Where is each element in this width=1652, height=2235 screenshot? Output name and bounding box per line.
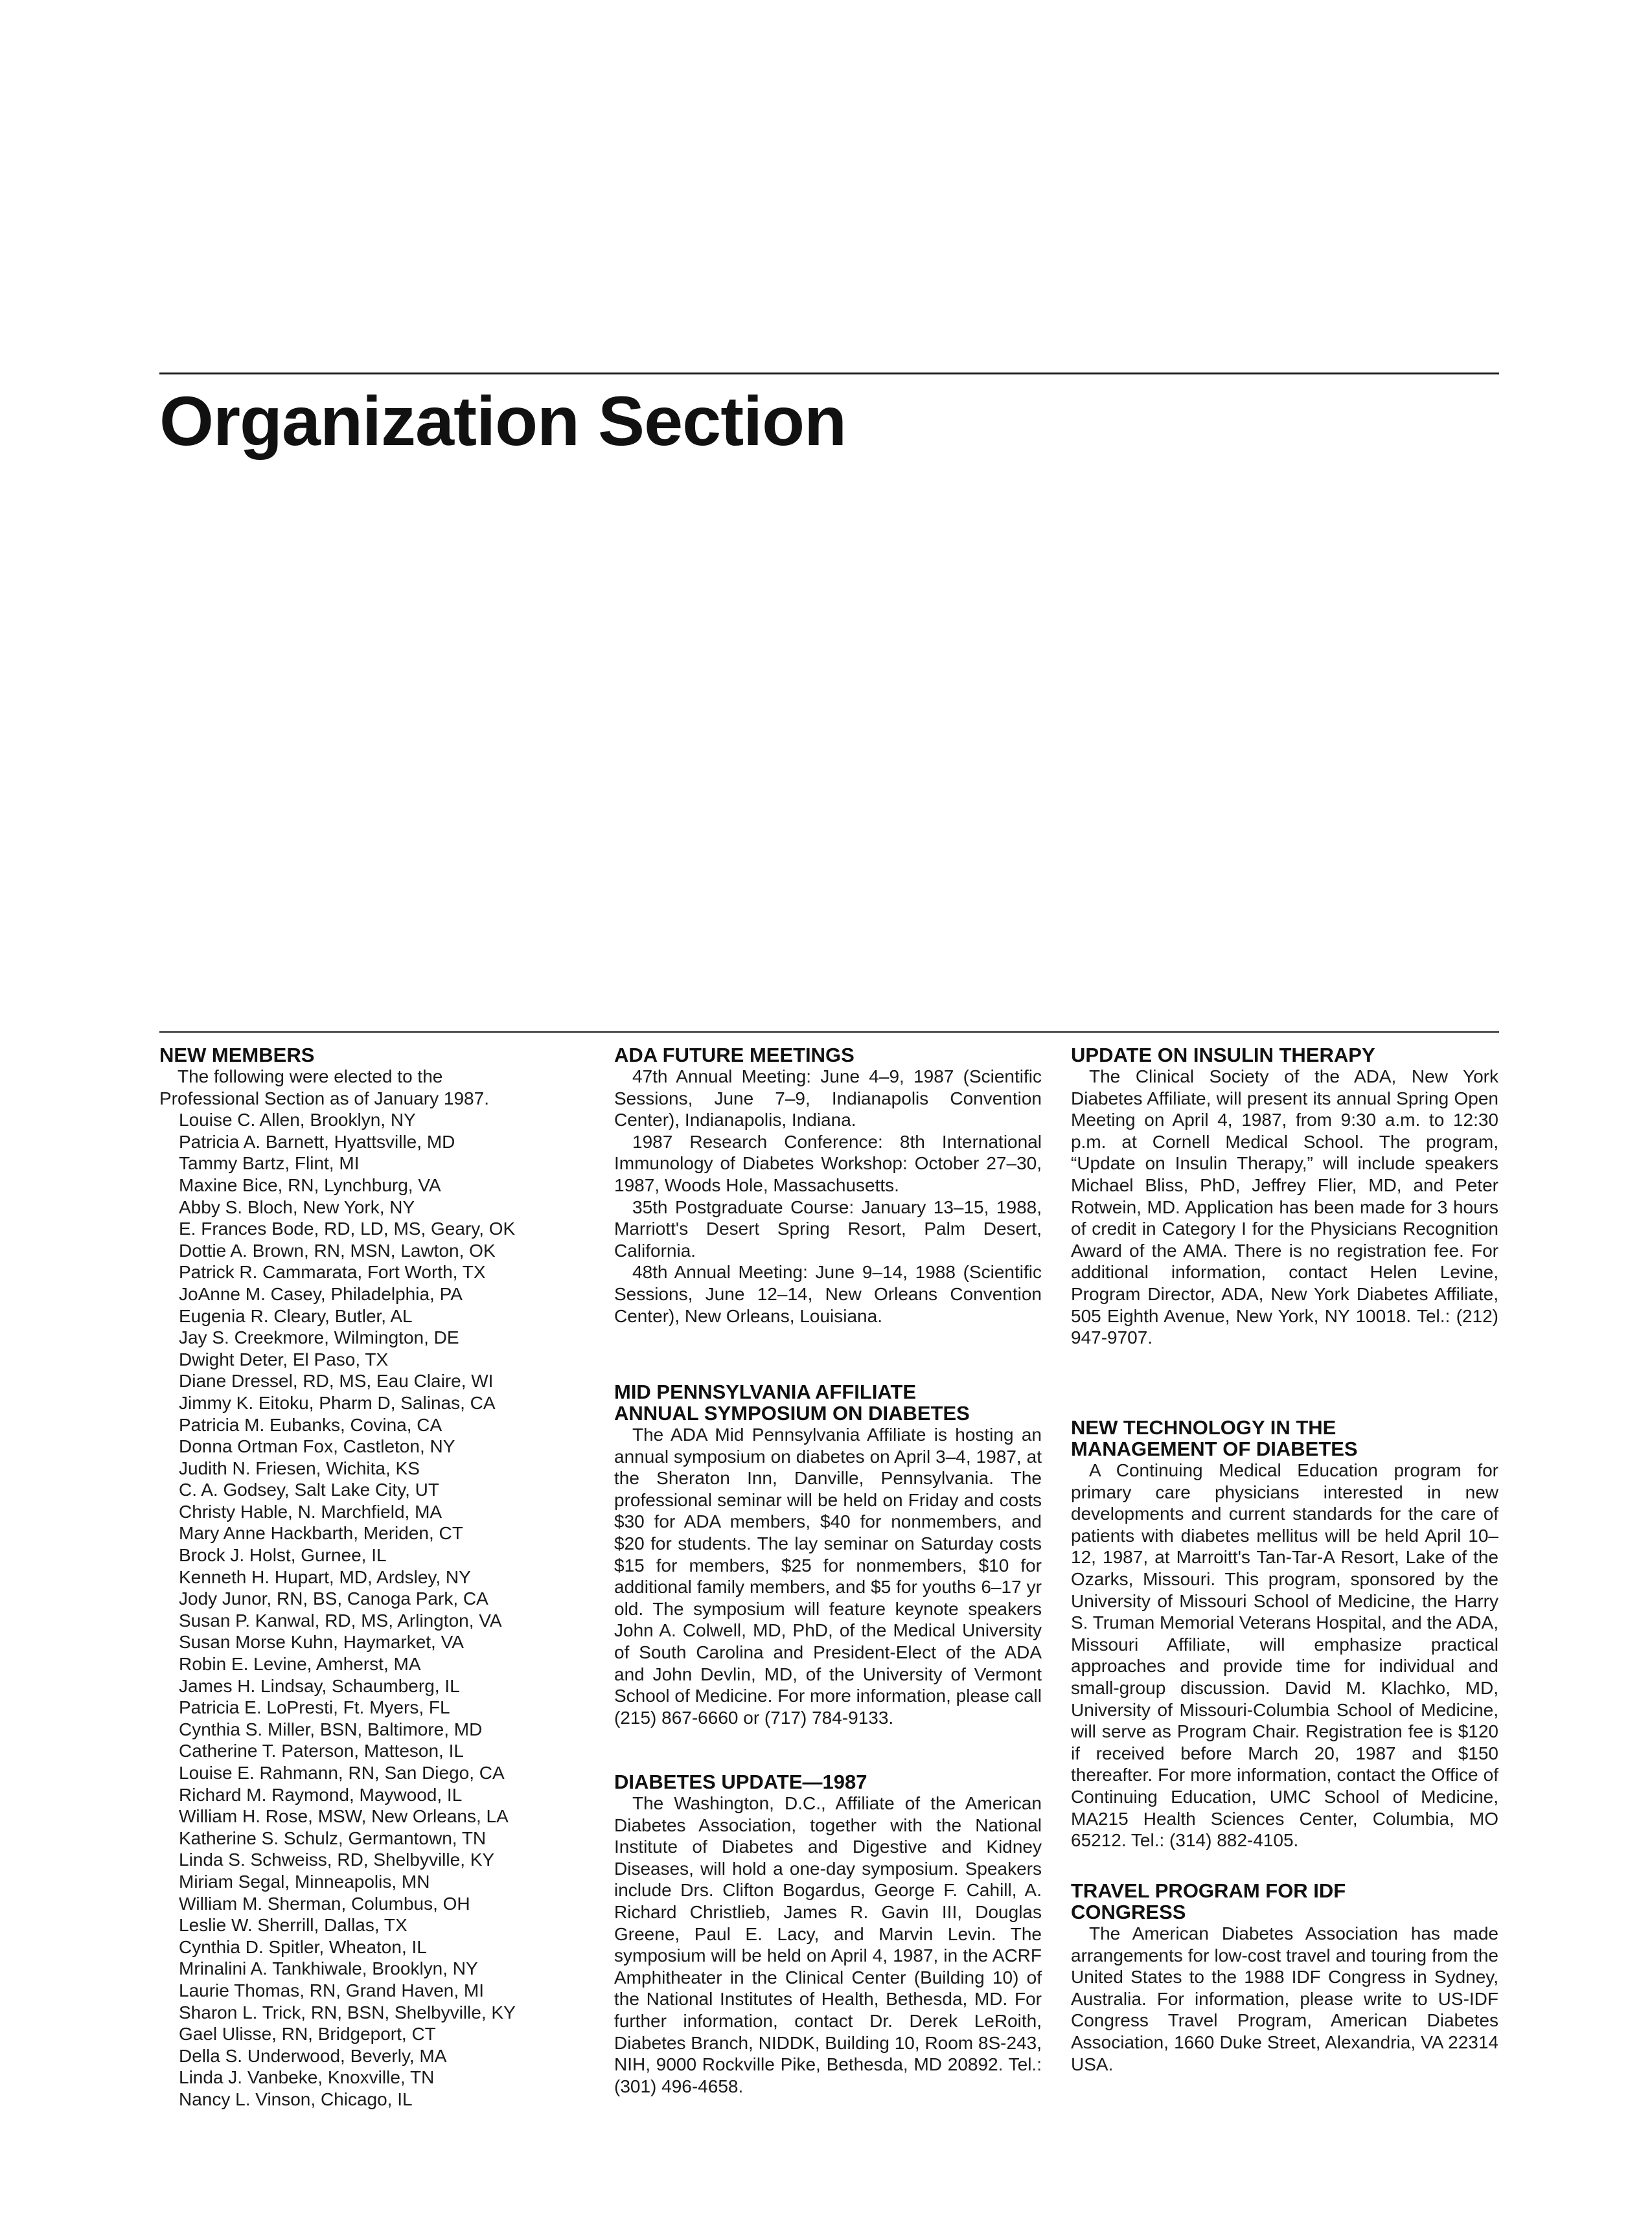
- left-column: [159, 1044, 532, 2111]
- insulin-therapy-body: The Clinical Society of the ADA, New York Diabetes Affiliate, will present its annual Spring Open Meeting on April 4, 1987, from 9:30 a.m. to 12:30 p.m. at Cornell Medical School. The program, “Update on Insulin Therapy,” will include speakers Michael Bliss, PhD, Jeffrey Flier, MD, and Peter Rotwein, MD. Application has been made for 3 hours of credit in Category I for the Physicians Recognition Award of the AMA. There is no registration fee. For additional information, contact Helen Levine, Program Director, ADA, New York Diabetes Affiliate, 505 Eighth Avenue, New York, NY 10018. Tel.: (212) 947-9707.: [1071, 1066, 1498, 1348]
- page-title: Organization Section: [159, 382, 847, 460]
- member-item: C. A. Godsey, Salt Lake City, UT: [179, 1480, 439, 1500]
- member-item: Patricia E. LoPresti, Ft. Myers, FL: [179, 1697, 450, 1718]
- member-item: Judith N. Friesen, Wichita, KS: [179, 1458, 420, 1478]
- member-item: Patricia M. Eubanks, Covina, CA: [179, 1414, 442, 1435]
- member-item: Cynthia D. Spitler, Wheaton, IL: [179, 1936, 427, 1957]
- mid-pennsylvania-section: [614, 1381, 1042, 1728]
- new-technology-section: [1071, 1417, 1498, 1851]
- member-item: Kenneth H. Hupart, MD, Ardsley, NY: [179, 1566, 471, 1587]
- member-item: Miriam Segal, Minneapolis, MN: [179, 1871, 430, 1892]
- member-item: Maxine Bice, RN, Lynchburg, VA: [179, 1175, 441, 1195]
- member-item: Jody Junor, RN, BS, Canoga Park, CA: [179, 1588, 488, 1609]
- new-members-intro: The following were elected to the Professional Section as of January 1987.: [159, 1066, 489, 1108]
- new-technology-heading-line1: NEW TECHNOLOGY IN THE: [1071, 1416, 1337, 1439]
- member-item: Della S. Underwood, Beverly, MA: [179, 2045, 447, 2066]
- member-item: Susan P. Kanwal, RD, MS, Arlington, VA: [179, 1610, 502, 1631]
- member-item: Louise E. Rahmann, RN, San Diego, CA: [179, 1763, 505, 1783]
- member-item: Dwight Deter, El Paso, TX: [179, 1349, 389, 1370]
- meeting-paragraph: 35th Postgraduate Course: January 13–15, 1988, Marriott's Desert Spring Resort, Palm Desert, California.: [614, 1197, 1042, 1261]
- mid-pennsylvania-body: The ADA Mid Pennsylvania Affiliate is hosting an annual symposium on diabetes on April 3–4, 1987, at the Sheraton Inn, Danville, Pennsylvania. The professional seminar will be held on Friday and costs $30 for ADA members, $40 for nonmembers, and $20 for students. The lay seminar on Saturday costs $15 for members, $25 for nonmembers, $10 for additional family members, and $5 for youths 6–17 yr old. The symposium will feature keynote speakers John A. Colwell, MD, PhD, of the Medical University of South Carolina and President-Elect of the ADA and John Devlin, MD, of the University of Vermont School of Medicine. For more information, please call (215) 867-6660 or (717) 784-9133.: [614, 1425, 1042, 1728]
- insulin-therapy-section: [1071, 1044, 1498, 1349]
- member-item: James H. Lindsay, Schaumberg, IL: [179, 1675, 460, 1696]
- member-item: Katherine S. Schulz, Germantown, TN: [179, 1828, 487, 1848]
- member-item: Leslie W. Sherrill, Dallas, TX: [179, 1915, 407, 1936]
- member-item: Jimmy K. Eitoku, Pharm D, Salinas, CA: [179, 1392, 496, 1413]
- insulin-therapy-heading: UPDATE ON INSULIN THERAPY: [1071, 1044, 1375, 1066]
- member-item: Linda S. Schweiss, RD, Shelbyville, KY: [179, 1850, 495, 1870]
- meeting-paragraph: 47th Annual Meeting: June 4–9, 1987 (Scientific Sessions, June 7–9, Indianapolis Convention Center), Indianapolis, Indiana.: [614, 1066, 1042, 1130]
- member-item: Robin E. Levine, Amherst, MA: [179, 1654, 421, 1675]
- mid-pennsylvania-heading-line1: MID PENNSYLVANIA AFFILIATE: [614, 1381, 917, 1403]
- member-item: Linda J. Vanbeke, Knoxville, TN: [179, 2067, 435, 2088]
- member-item: Brock J. Holst, Gurnee, IL: [179, 1545, 387, 1566]
- member-item: William H. Rose, MSW, New Orleans, LA: [179, 1806, 509, 1827]
- member-item: Laurie Thomas, RN, Grand Haven, MI: [179, 1980, 485, 2000]
- ada-future-meetings-section: [614, 1044, 1042, 1327]
- member-item: Catherine T. Paterson, Matteson, IL: [179, 1741, 464, 1761]
- new-technology-body: A Continuing Medical Education program for primary care physicians interested in new developments and current standards for the care of patients with diabetes mellitus will be held April 10–12, 1987, at Marroitt's Tan-Tar-A Resort, Lake of the Ozarks, Missouri. This program, sponsored by the University of Missouri School of Medicine, the Harry S. Truman Memorial Veterans Hospital, and the ADA, Missouri Affiliate, will emphasize practical approaches and provide time for individual and small-group discussion. David M. Klachko, MD, University of Missouri-Columbia School of Medicine, will serve as Program Chair. Registration fee is $120 if received before March 20, 1987 and $150 thereafter. For more information, contact the Office of Continuing Education, UMC School of Medicine, MA215 Health Sciences Center, Columbia, MO 65212. Tel.: (314) 882-4105.: [1071, 1460, 1498, 1851]
- member-item: Patrick R. Cammarata, Fort Worth, TX: [179, 1262, 486, 1283]
- member-item: Diane Dressel, RD, MS, Eau Claire, WI: [179, 1371, 494, 1392]
- diabetes-update-heading: DIABETES UPDATE—1987: [614, 1771, 867, 1793]
- member-item: Donna Ortman Fox, Castleton, NY: [179, 1436, 455, 1457]
- member-item: William M. Sherman, Columbus, OH: [179, 1893, 470, 1914]
- new-technology-heading-line2: MANAGEMENT OF DIABETES: [1071, 1438, 1358, 1460]
- member-item: Louise C. Allen, Brooklyn, NY: [179, 1110, 416, 1130]
- meeting-paragraph: 48th Annual Meeting: June 9–14, 1988 (Scientific Sessions, June 12–14, New Orleans Convention Center), New Orleans, Louisiana.: [614, 1262, 1042, 1326]
- diabetes-update-section: [614, 1771, 1042, 2097]
- diabetes-update-body: The Washington, D.C., Affiliate of the American Diabetes Association, together with the National Institute of Diabetes and Digestive and Kidney Diseases, will hold a one-day symposium. Speakers include Drs. Clifton Bogardus, George F. Cahill, A. Richard Christlieb, James R. Gavin III, Douglas Greene, Paul E. Lacy, and Marvin Levin. The symposium will be held on April 4, 1987, in the ACRF Amphitheater in the Clinical Center (Building 10) of the National Institutes of Health, Bethesda, MD. For further information, contact Dr. Derek LeRoith, Diabetes Branch, NIDDK, Building 10, Room 8S-243, NIH, 9000 Rockville Pike, Bethesda, MD 20892. Tel.: (301) 496-4658.: [614, 1793, 1042, 2096]
- member-list: [159, 1109, 532, 2110]
- travel-program-heading-line2: CONGRESS: [1071, 1901, 1186, 1923]
- member-item: Tammy Bartz, Flint, MI: [179, 1153, 360, 1174]
- travel-program-heading-line1: TRAVEL PROGRAM FOR IDF: [1071, 1879, 1346, 1902]
- new-members-heading: NEW MEMBERS: [159, 1044, 315, 1066]
- member-item: Gael Ulisse, RN, Bridgeport, CT: [179, 2024, 436, 2045]
- member-item: Sharon L. Trick, RN, BSN, Shelbyville, KY: [179, 2002, 516, 2023]
- member-item: JoAnne M. Casey, Philadelphia, PA: [179, 1283, 463, 1304]
- member-item: Nancy L. Vinson, Chicago, IL: [179, 2089, 413, 2109]
- travel-program-body: The American Diabetes Association has made arrangements for low-cost travel and touring from the United States to the 1988 IDF Congress in Sydney, Australia. For information, please write to US-IDF Congress Travel Program, American Diabetes Association, 1660 Duke Street, Alexandria, VA 22314 USA.: [1071, 1923, 1498, 2074]
- title-rule: [159, 372, 1499, 374]
- member-item: Patricia A. Barnett, Hyattsville, MD: [179, 1131, 455, 1152]
- member-item: Richard M. Raymond, Maywood, IL: [179, 1784, 463, 1805]
- member-item: Mrinalini A. Tankhiwale, Brooklyn, NY: [179, 1958, 478, 1979]
- member-item: E. Frances Bode, RD, LD, MS, Geary, OK: [179, 1219, 516, 1239]
- travel-program-section: [1071, 1880, 1498, 2075]
- member-item: Susan Morse Kuhn, Haymarket, VA: [179, 1632, 464, 1653]
- member-item: Mary Anne Hackbarth, Meriden, CT: [179, 1523, 463, 1544]
- member-item: Abby S. Bloch, New York, NY: [179, 1197, 415, 1217]
- member-item: Cynthia S. Miller, BSN, Baltimore, MD: [179, 1719, 483, 1739]
- ada-future-meetings-heading: ADA FUTURE MEETINGS: [614, 1044, 855, 1066]
- member-item: Christy Hable, N. Marchfield, MA: [179, 1501, 442, 1522]
- columns-rule: [159, 1031, 1499, 1033]
- meeting-paragraph: 1987 Research Conference: 8th International Immunology of Diabetes Workshop: October 27–30, 1987, Woods Hole, Massachusetts.: [614, 1131, 1042, 1195]
- member-item: Dottie A. Brown, RN, MSN, Lawton, OK: [179, 1240, 496, 1261]
- member-item: Eugenia R. Cleary, Butler, AL: [179, 1305, 413, 1326]
- mid-pennsylvania-heading-line2: ANNUAL SYMPOSIUM ON DIABETES: [614, 1402, 970, 1425]
- member-item: Jay S. Creekmore, Wilmington, DE: [179, 1327, 459, 1348]
